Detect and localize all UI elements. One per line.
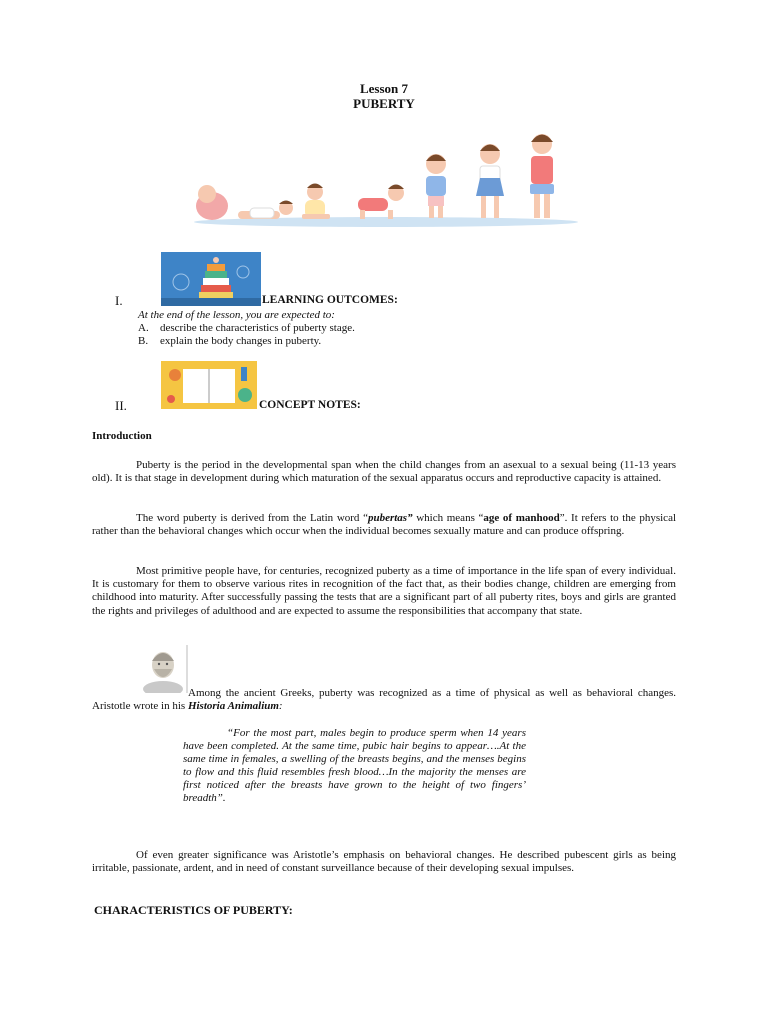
outcomes-intro: At the end of the lesson, you are expected to: bbox=[138, 309, 335, 321]
introduction-heading: Introduction bbox=[92, 430, 152, 442]
baby-crawling-figure bbox=[358, 185, 404, 220]
baby-sitting-figure bbox=[302, 184, 330, 220]
aristotle-portrait-image bbox=[138, 645, 188, 693]
section-number: I. bbox=[115, 293, 123, 308]
section-number: II. bbox=[115, 398, 127, 413]
concept-notes-image bbox=[161, 361, 257, 409]
text-span: Among the ancient Greeks, puberty was recognized as a time of physical as well as behavioral changes. Aristotle wrote in his bbox=[92, 687, 676, 713]
list-item-letter: B. bbox=[138, 335, 149, 347]
paragraph-primitive-people: Most primitive people have, for centuries, recognized puberty as a time of importance in the life span of every individual. It is customary for them to observe various rites in recognition of the fact that, as their bodies change, children are emerging from childhood into maturity. After successfully passing the tests that are a significant part of all puberty rites, boys and girls are granted the rights and privileges of adulthood and are expected to assume the responsibilities that accompany that state. bbox=[92, 565, 676, 617]
section-title: LEARNING OUTCOMES: bbox=[262, 294, 398, 306]
book-title: Historia Animalium bbox=[187, 700, 279, 713]
text-span: which means “ bbox=[412, 512, 484, 524]
characteristics-heading: CHARACTERISTICS OF PUBERTY: bbox=[94, 903, 293, 917]
list-item bbox=[138, 335, 321, 348]
paragraph-etymology bbox=[92, 512, 676, 538]
aristotle-quote: “For the most part, males begin to produce sperm when 14 years have been completed. At the same time, pubic hair begins to appear….At the same time in females, a swelling of the breasts begins, and the menses begins to flow and this fluid resembles fresh blood…In the majority the menses are first noticed after the breasts have grown to the height of two fingers’ breadth”. bbox=[183, 727, 526, 804]
list-item-letter: A. bbox=[138, 322, 149, 334]
list-item-text: describe the characteristics of puberty stage. bbox=[160, 322, 355, 334]
list-item-text: explain the body changes in puberty. bbox=[160, 335, 322, 347]
baby-lying-figure bbox=[238, 201, 293, 220]
text-span: : bbox=[278, 700, 283, 713]
child-figure bbox=[476, 144, 504, 218]
section-title: CONCEPT NOTES: bbox=[259, 399, 361, 411]
learning-books-image bbox=[161, 252, 261, 306]
list-item bbox=[138, 322, 355, 335]
toddler-figure bbox=[426, 154, 446, 218]
growth-stages-illustration bbox=[190, 128, 582, 232]
paragraph-ancient-greeks bbox=[92, 687, 676, 713]
meaning-term: age of manhood bbox=[483, 512, 560, 524]
baby-swaddled-figure bbox=[196, 185, 228, 220]
text-span: The word puberty is derived from the Latin word “ bbox=[136, 512, 368, 524]
page-title: PUBERTY bbox=[353, 96, 415, 111]
latin-term: pubertas” bbox=[367, 512, 413, 524]
paragraph-definition: Puberty is the period in the developmental span when the child changes from an asexual to a sexual being (11-13 years old). It is that stage in development during which maturation of the sexual apparatus occurs and reproductive capacity is attained. bbox=[92, 459, 676, 485]
paragraph-behavioral-changes: Of even greater significance was Aristotle’s emphasis on behavioral changes. He described pubescent girls as being irritable, passionate, ardent, and in need of constant surveillance because of their developing sexual impulses. bbox=[92, 849, 676, 875]
teen-figure bbox=[530, 134, 554, 218]
lesson-number: Lesson 7 bbox=[359, 81, 409, 96]
text-span: ”. It refers to the physical rather than the behavioral changes which occur when the individual becomes sexually mature and can produce offspring. bbox=[92, 512, 677, 538]
